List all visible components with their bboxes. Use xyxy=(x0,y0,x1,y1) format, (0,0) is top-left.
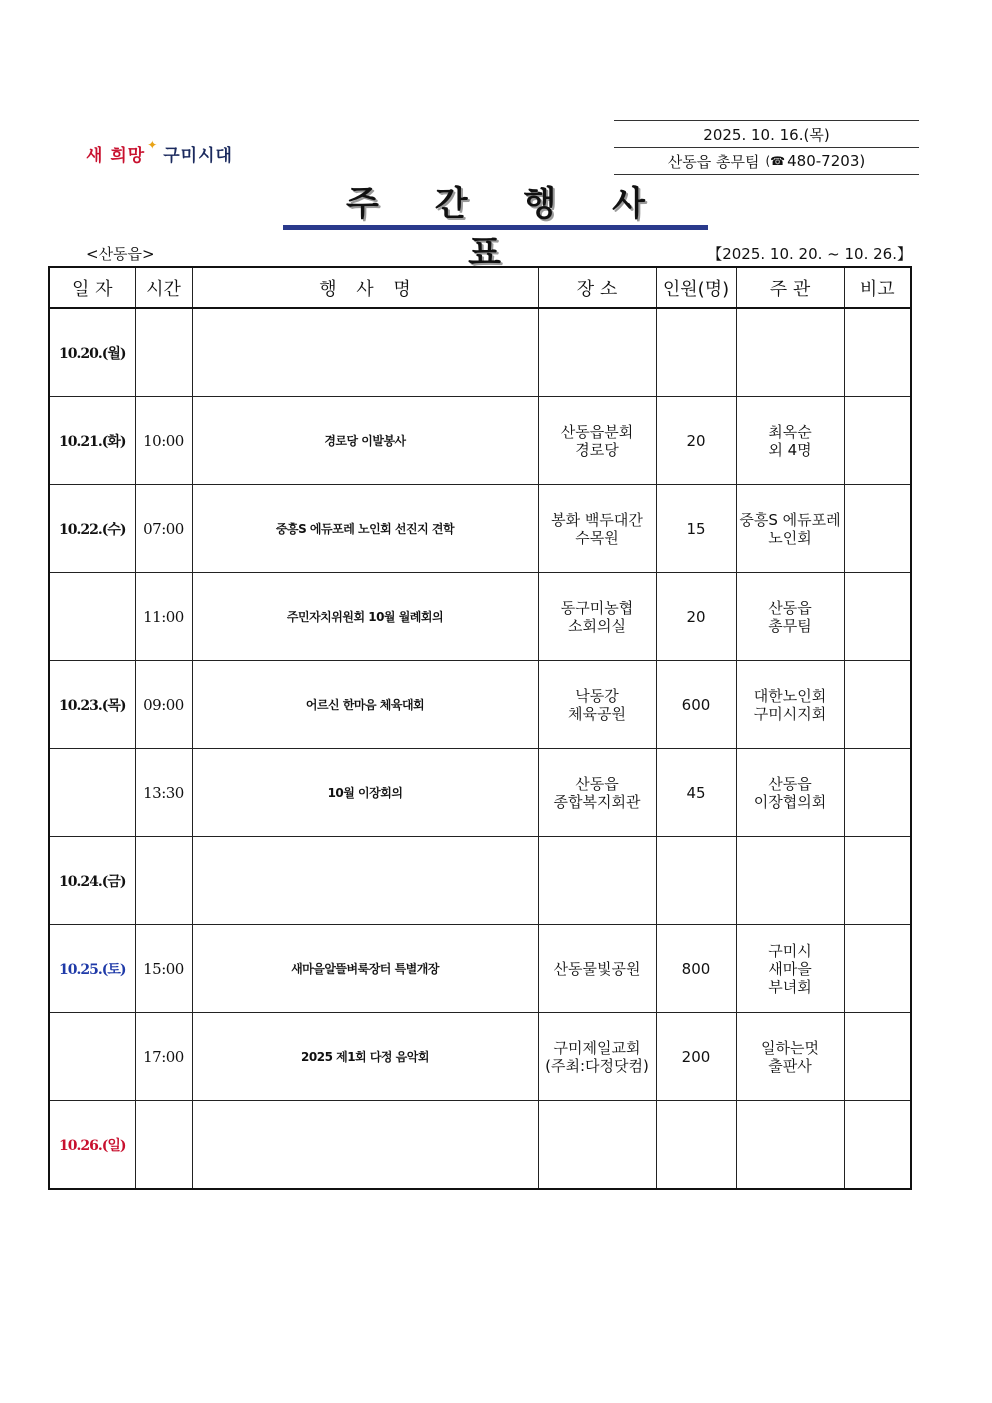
note-cell xyxy=(844,749,911,837)
count-cell xyxy=(656,837,736,925)
host-line: 출판사 xyxy=(768,1056,812,1075)
place-cell xyxy=(538,925,656,1013)
place-line: 봉화 백두대간 xyxy=(551,510,643,529)
title-underline xyxy=(283,225,708,230)
host-cell xyxy=(736,397,844,485)
time-cell: 13:30 xyxy=(135,749,192,837)
note-cell xyxy=(844,661,911,749)
note-cell xyxy=(844,925,911,1013)
weekly-schedule-table xyxy=(48,266,912,1190)
place-line: 체육공원 xyxy=(568,704,626,723)
date-cell: 10.25.(토) xyxy=(49,925,135,1013)
host-cell xyxy=(736,925,844,1013)
place-line: 산동읍 xyxy=(575,774,619,793)
date-cell: 10.23.(목) xyxy=(49,661,135,749)
note-cell xyxy=(844,485,911,573)
place-cell xyxy=(538,485,656,573)
time-cell: 15:00 xyxy=(135,925,192,1013)
place-cell xyxy=(538,308,656,397)
date-cell: 10.24.(금) xyxy=(49,837,135,925)
time-cell: 10:00 xyxy=(135,397,192,485)
header-time: 시간 xyxy=(135,267,192,308)
host-line: 산동읍 xyxy=(768,598,812,617)
header-date: 일 자 xyxy=(49,267,135,308)
logo-text-hope: 새 희망 xyxy=(86,145,146,166)
count-cell: 20 xyxy=(656,397,736,485)
event-name-cell xyxy=(192,837,538,925)
note-cell xyxy=(844,397,911,485)
event-name-cell: 주민자치위원회 10월 월례회의 xyxy=(192,573,538,661)
header-place: 장 소 xyxy=(538,267,656,308)
schedule-body xyxy=(49,308,911,1189)
host-line: 외 4명 xyxy=(768,440,812,459)
date-cell xyxy=(49,1013,135,1101)
count-cell xyxy=(656,1101,736,1190)
place-line: 구미제일교회 xyxy=(553,1038,641,1057)
event-name-cell: 10월 이장회의 xyxy=(192,749,538,837)
place-cell xyxy=(538,573,656,661)
host-line: 구미시지회 xyxy=(753,704,827,723)
time-cell: 17:00 xyxy=(135,1013,192,1101)
table-row xyxy=(49,837,911,925)
table-row xyxy=(49,397,911,485)
count-cell: 800 xyxy=(656,925,736,1013)
event-name-cell xyxy=(192,308,538,397)
event-name-cell: 경로당 이발봉사 xyxy=(192,397,538,485)
date-cell: 10.20.(월) xyxy=(49,308,135,397)
count-cell: 200 xyxy=(656,1013,736,1101)
department-contact xyxy=(614,147,919,175)
table-row xyxy=(49,1013,911,1101)
date-cell: 10.21.(화) xyxy=(49,397,135,485)
host-line: 최옥순 xyxy=(768,422,812,441)
host-line: 산동읍 xyxy=(768,774,812,793)
city-logo xyxy=(86,138,233,168)
date-cell: 10.22.(수) xyxy=(49,485,135,573)
table-row xyxy=(49,485,911,573)
host-line: 일하는멋 xyxy=(761,1038,819,1057)
telephone-icon: (☎ xyxy=(765,154,786,168)
place-line: 동구미농협 xyxy=(560,598,634,617)
note-cell xyxy=(844,1101,911,1190)
department-name: 산동읍 총무팀 xyxy=(667,152,760,171)
time-cell: 09:00 xyxy=(135,661,192,749)
phone-number: 480-7203 xyxy=(787,152,860,170)
place-line: 경로당 xyxy=(575,440,619,459)
host-line: 총무팀 xyxy=(768,616,812,635)
place-cell xyxy=(538,1101,656,1190)
table-row xyxy=(49,925,911,1013)
star-icon: ✦ xyxy=(147,138,158,152)
place-line: 소회의실 xyxy=(568,616,626,635)
note-cell xyxy=(844,573,911,661)
table-header-row xyxy=(49,267,911,308)
place-cell xyxy=(538,749,656,837)
host-cell xyxy=(736,485,844,573)
host-cell xyxy=(736,661,844,749)
time-cell: 11:00 xyxy=(135,573,192,661)
date-cell xyxy=(49,573,135,661)
table-row xyxy=(49,1101,911,1190)
event-name-cell: 중흥S 에듀포레 노인회 선진지 견학 xyxy=(192,485,538,573)
time-cell xyxy=(135,837,192,925)
host-line: 중흥S 에듀포레 xyxy=(739,510,841,529)
event-name-cell: 어르신 한마음 체육대회 xyxy=(192,661,538,749)
place-line: 낙동강 xyxy=(575,686,619,705)
note-cell xyxy=(844,1013,911,1101)
place-line: 종합복지회관 xyxy=(553,792,641,811)
table-row xyxy=(49,661,911,749)
table-row xyxy=(49,308,911,397)
count-cell: 600 xyxy=(656,661,736,749)
host-line: 노인회 xyxy=(768,528,812,547)
issue-date: 2025. 10. 16.(목) xyxy=(614,120,919,147)
count-cell: 20 xyxy=(656,573,736,661)
page-title: 주 간 행 사 표 xyxy=(346,184,667,273)
issue-info-box xyxy=(614,120,919,175)
header-host: 주 관 xyxy=(736,267,844,308)
phone-close-paren: ) xyxy=(859,152,866,170)
table-row xyxy=(49,749,911,837)
host-cell xyxy=(736,573,844,661)
time-cell xyxy=(135,1101,192,1190)
event-name-cell: 2025 제1회 다정 음악회 xyxy=(192,1013,538,1101)
count-cell: 45 xyxy=(656,749,736,837)
host-cell xyxy=(736,837,844,925)
note-cell xyxy=(844,837,911,925)
place-line: (주최:다정닷컴) xyxy=(545,1056,649,1075)
time-cell: 07:00 xyxy=(135,485,192,573)
host-line: 부녀회 xyxy=(768,977,812,996)
place-line: 산동물빛공원 xyxy=(553,959,641,978)
header-event: 행 사 명 xyxy=(192,267,538,308)
host-cell xyxy=(736,1013,844,1101)
schedule-period: 【2025. 10. 20. ~ 10. 26.】 xyxy=(707,245,912,263)
header-count: 인원(명) xyxy=(656,267,736,308)
place-cell xyxy=(538,837,656,925)
logo-text-gumi: 구미시대 xyxy=(163,145,233,166)
host-line: 새마을 xyxy=(768,959,812,978)
host-line: 구미시 xyxy=(768,941,812,960)
date-cell xyxy=(49,749,135,837)
host-cell xyxy=(736,308,844,397)
count-cell xyxy=(656,308,736,397)
count-cell: 15 xyxy=(656,485,736,573)
note-cell xyxy=(844,308,911,397)
event-name-cell: 새마을알뜰벼룩장터 특별개장 xyxy=(192,925,538,1013)
place-cell xyxy=(538,661,656,749)
date-cell: 10.26.(일) xyxy=(49,1101,135,1190)
event-name-cell xyxy=(192,1101,538,1190)
place-cell xyxy=(538,397,656,485)
host-line: 이장협의회 xyxy=(753,792,827,811)
time-cell xyxy=(135,308,192,397)
office-label: <산동읍> xyxy=(86,245,155,263)
place-line: 산동읍분회 xyxy=(560,422,634,441)
host-cell xyxy=(736,749,844,837)
table-row xyxy=(49,573,911,661)
host-line: 대한노인회 xyxy=(753,686,827,705)
host-cell xyxy=(736,1101,844,1190)
place-cell xyxy=(538,1013,656,1101)
header-note: 비고 xyxy=(844,267,911,308)
place-line: 수목원 xyxy=(575,528,619,547)
